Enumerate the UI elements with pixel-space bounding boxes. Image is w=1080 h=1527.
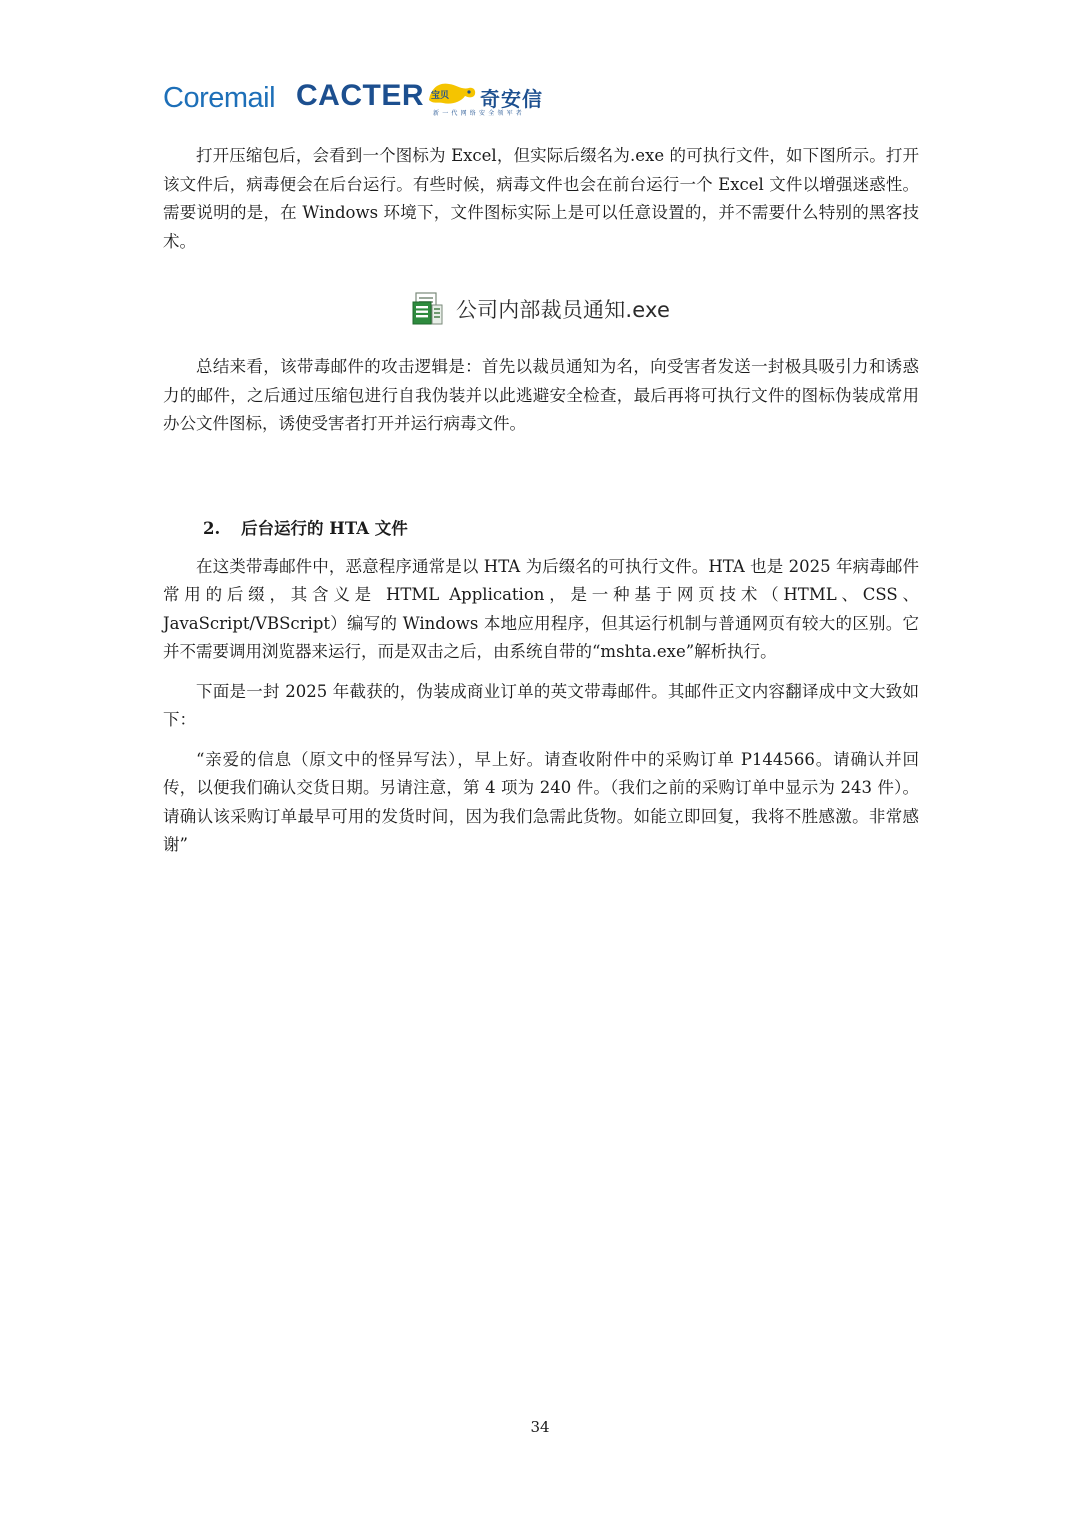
excel-file-icon [412,292,444,326]
section-title: 后台运行的 HTA 文件 [241,518,408,538]
qianxin-logo-tagline: 新一代网络安全领军者 [433,110,526,117]
paragraph-order-email-intro: 下面是一封 2025 年截获的，伪装成商业订单的英文带毒邮件。其邮件正文内容翻译成中文大致如下： [163,681,919,729]
paragraph-attack-summary: 总结来看，该带毒邮件的攻击逻辑是：首先以裁员通知为名，向受害者发送一封极具吸引力和诱惑力的邮件，之后通过压缩包进行自我伪装并以此逃避安全检查，最后再将可执行文件的图标伪装成常用办公文件图标，诱使受害者打开并运行病毒文件。 [163,357,919,433]
qianxin-mascot-icon [425,78,479,108]
file-name: 公司内部裁员通知.exe [455,298,671,322]
header-logos [163,78,583,122]
qianxin-logo-name: 奇安信 [480,87,543,111]
coremail-logo: Coremail [163,82,276,114]
paragraph-excel-disguise: 打开压缩包后，会看到一个图标为 Excel，但实际后缀名为.exe 的可执行文件，如下图所示。打开该文件后，病毒便会在后台运行。有些时候，病毒文件也会在前台运行一个 Excel 文件以增强迷惑性。需要说明的是，在 Windows 环境下，文件图标实际上是可以任意设置的，并不需要什么特别的黑客技术。 [163,146,919,251]
paragraph-email-translation: “亲爱的信息（原文中的怪异写法），早上好。请查收附件中的采购订单 P144566。请确认并回传，以便我们确认交货日期。另请注意，第 4 项为 240 件。（我们之前的采购订单中显示为 243 件）。请确认该采购订单最早可用的发货时间，因为我们急需此货物。如能立即回复，我将不胜感激。非常感谢” [163,749,919,854]
section-heading [163,517,919,541]
document-body [163,142,919,860]
qianxin-logo [425,78,555,122]
paragraph-hta-explanation: 在这类带毒邮件中，恶意程序通常是以 HTA 为后缀名的可执行文件。HTA 也是 2025 年病毒邮件常用的后缀，其含义是 HTML Application，是一种基于网页技术（HTML、CSS、JavaScript/VBScript）编写的 Windows 本地应用程序，但其运行机制与普通网页有较大的区别。它并不需要调用浏览器来运行，而是双击之后，由系统自带的“mshta.exe”解析执行。 [163,556,919,661]
file-example [163,287,919,331]
svg-text:宝贝: 宝贝 [431,91,450,101]
section-number: 2. [203,518,221,538]
page-number: 34 [530,1418,550,1436]
cacter-logo: CACTER [296,79,424,112]
